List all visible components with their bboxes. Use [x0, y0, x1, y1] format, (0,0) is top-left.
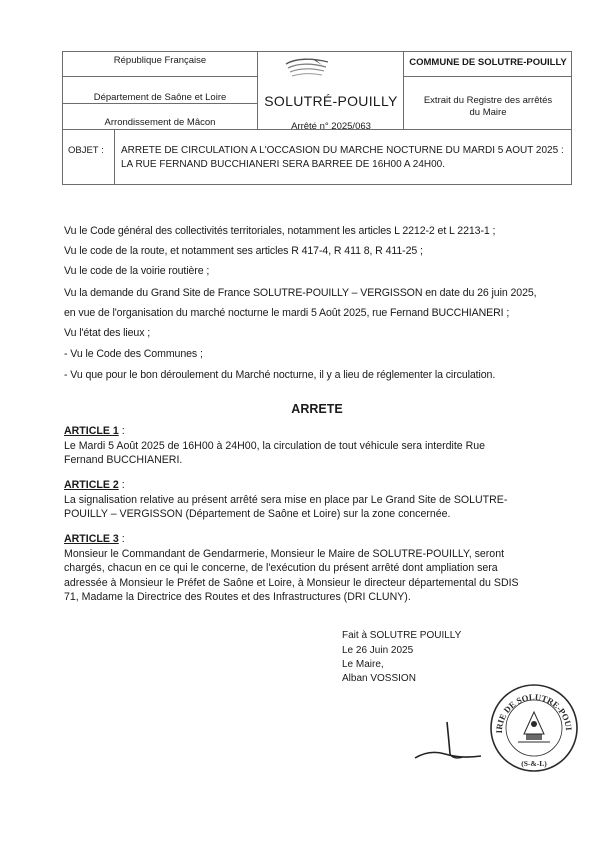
- article-title-suffix: :: [118, 479, 125, 491]
- visa-line: Vu la demande du Grand Site de France SOLUTRE-POUILLY – VERGISSON en date du 26 juin 2025,: [64, 287, 537, 299]
- article-line: Le Mardi 5 Août 2025 de 16H00 à 24H00, la circulation de tout véhicule sera interdite Rue: [64, 439, 486, 452]
- visa-line: - Vu que pour le bon déroulement du Marché nocturne, il y a lieu de réglementer la circulation.: [64, 369, 496, 381]
- article-line: Monsieur le Commandant de Gendarmerie, Monsieur le Maire de SOLUTRE-POUILLY, seront: [64, 547, 505, 560]
- objet-text: ARRETE DE CIRCULATION A L'OCCASION DU MARCHE NOCTURNE DU MARDI 5 AOUT 2025 : LA RUE FERNAND BUCCHIANERI SERA BARREE DE 16H00 A 24H00.: [121, 145, 564, 170]
- commune-logo: [282, 56, 332, 82]
- article-line: POUILLY – VERGISSON (Département de Saône et Loire) sur la zone concernée.: [64, 508, 451, 520]
- commune-header: COMMUNE DE SOLUTRE-POUILLY: [409, 57, 567, 68]
- objet-label: OBJET :: [68, 145, 104, 156]
- arrete-heading: ARRETE: [291, 402, 343, 416]
- signature-date: Le 26 Juin 2025: [342, 645, 414, 656]
- signature-role: Le Maire,: [342, 659, 384, 670]
- article-title: ARTICLE 3: [64, 533, 119, 545]
- article-line: La signalisation relative au présent arrêté sera mise en place par Le Grand Site de SOLUTRE-: [64, 493, 508, 506]
- visa-line: - Vu le Code des Communes ;: [64, 348, 203, 360]
- visa-line: Vu le code de la route, et notamment ses articles R 417-4, R 411 8, R 411-25 ;: [64, 245, 423, 257]
- stamp-bottom-text: (S-&-L): [521, 759, 547, 768]
- visa-line: en vue de l'organisation du marché nocturne le mardi 5 Août 2025, rue Fernand BUCCHIANERI ;: [64, 307, 510, 319]
- article-2: [64, 478, 579, 522]
- article-line: chargés, chacun en ce qui le concerne, de l'exécution du présent arrêté dont ampliation sera: [64, 562, 498, 574]
- article-line: adressée à Monsieur le Préfet de Saône et Loire, à Monsieur le directeur départemental du SDIS: [64, 576, 519, 589]
- republique-label: République Française: [113, 55, 207, 66]
- article-3: [64, 532, 579, 605]
- article-title: ARTICLE 1: [64, 425, 119, 437]
- arrondissement-label: Arrondissement de Mâcon: [104, 117, 216, 128]
- handwritten-signature: [405, 718, 485, 768]
- departement-label: Département de Saône et Loire: [93, 92, 227, 103]
- visa-line: Vu le code de la voirie routière ;: [64, 265, 210, 277]
- visa-line: Vu l'état des lieux ;: [64, 327, 151, 339]
- extrait-label: Extrait du Registre des arrêtés du Maire: [423, 95, 553, 118]
- stamp-text: IRIE DE SOLUTRE-POUI: [493, 691, 574, 734]
- article-title-suffix: :: [118, 425, 125, 437]
- mairie-stamp: [488, 682, 580, 774]
- commune-name: SOLUTRÉ-POUILLY: [264, 93, 398, 109]
- article-line: Fernand BUCCHIANERI.: [64, 454, 183, 466]
- article-title-suffix: :: [118, 533, 125, 545]
- svg-text:MAIRIE DE SOLUTRE-POUILLY: [488, 682, 574, 733]
- article-line: 71, Madame la Directrice des Routes et des Infrastructures (DRI CLUNY).: [64, 591, 411, 603]
- arrete-number: Arrêté n° 2025/063: [291, 121, 371, 132]
- visa-line: Vu le Code général des collectivités territoriales, notamment les articles L 2212-2 et L 2213-1 ;: [64, 225, 496, 237]
- signature-place: Fait à SOLUTRE POUILLY: [342, 630, 462, 641]
- signature-name: Alban VOSSION: [342, 673, 416, 684]
- article-1: [64, 424, 579, 468]
- article-title: ARTICLE 2: [64, 479, 119, 491]
